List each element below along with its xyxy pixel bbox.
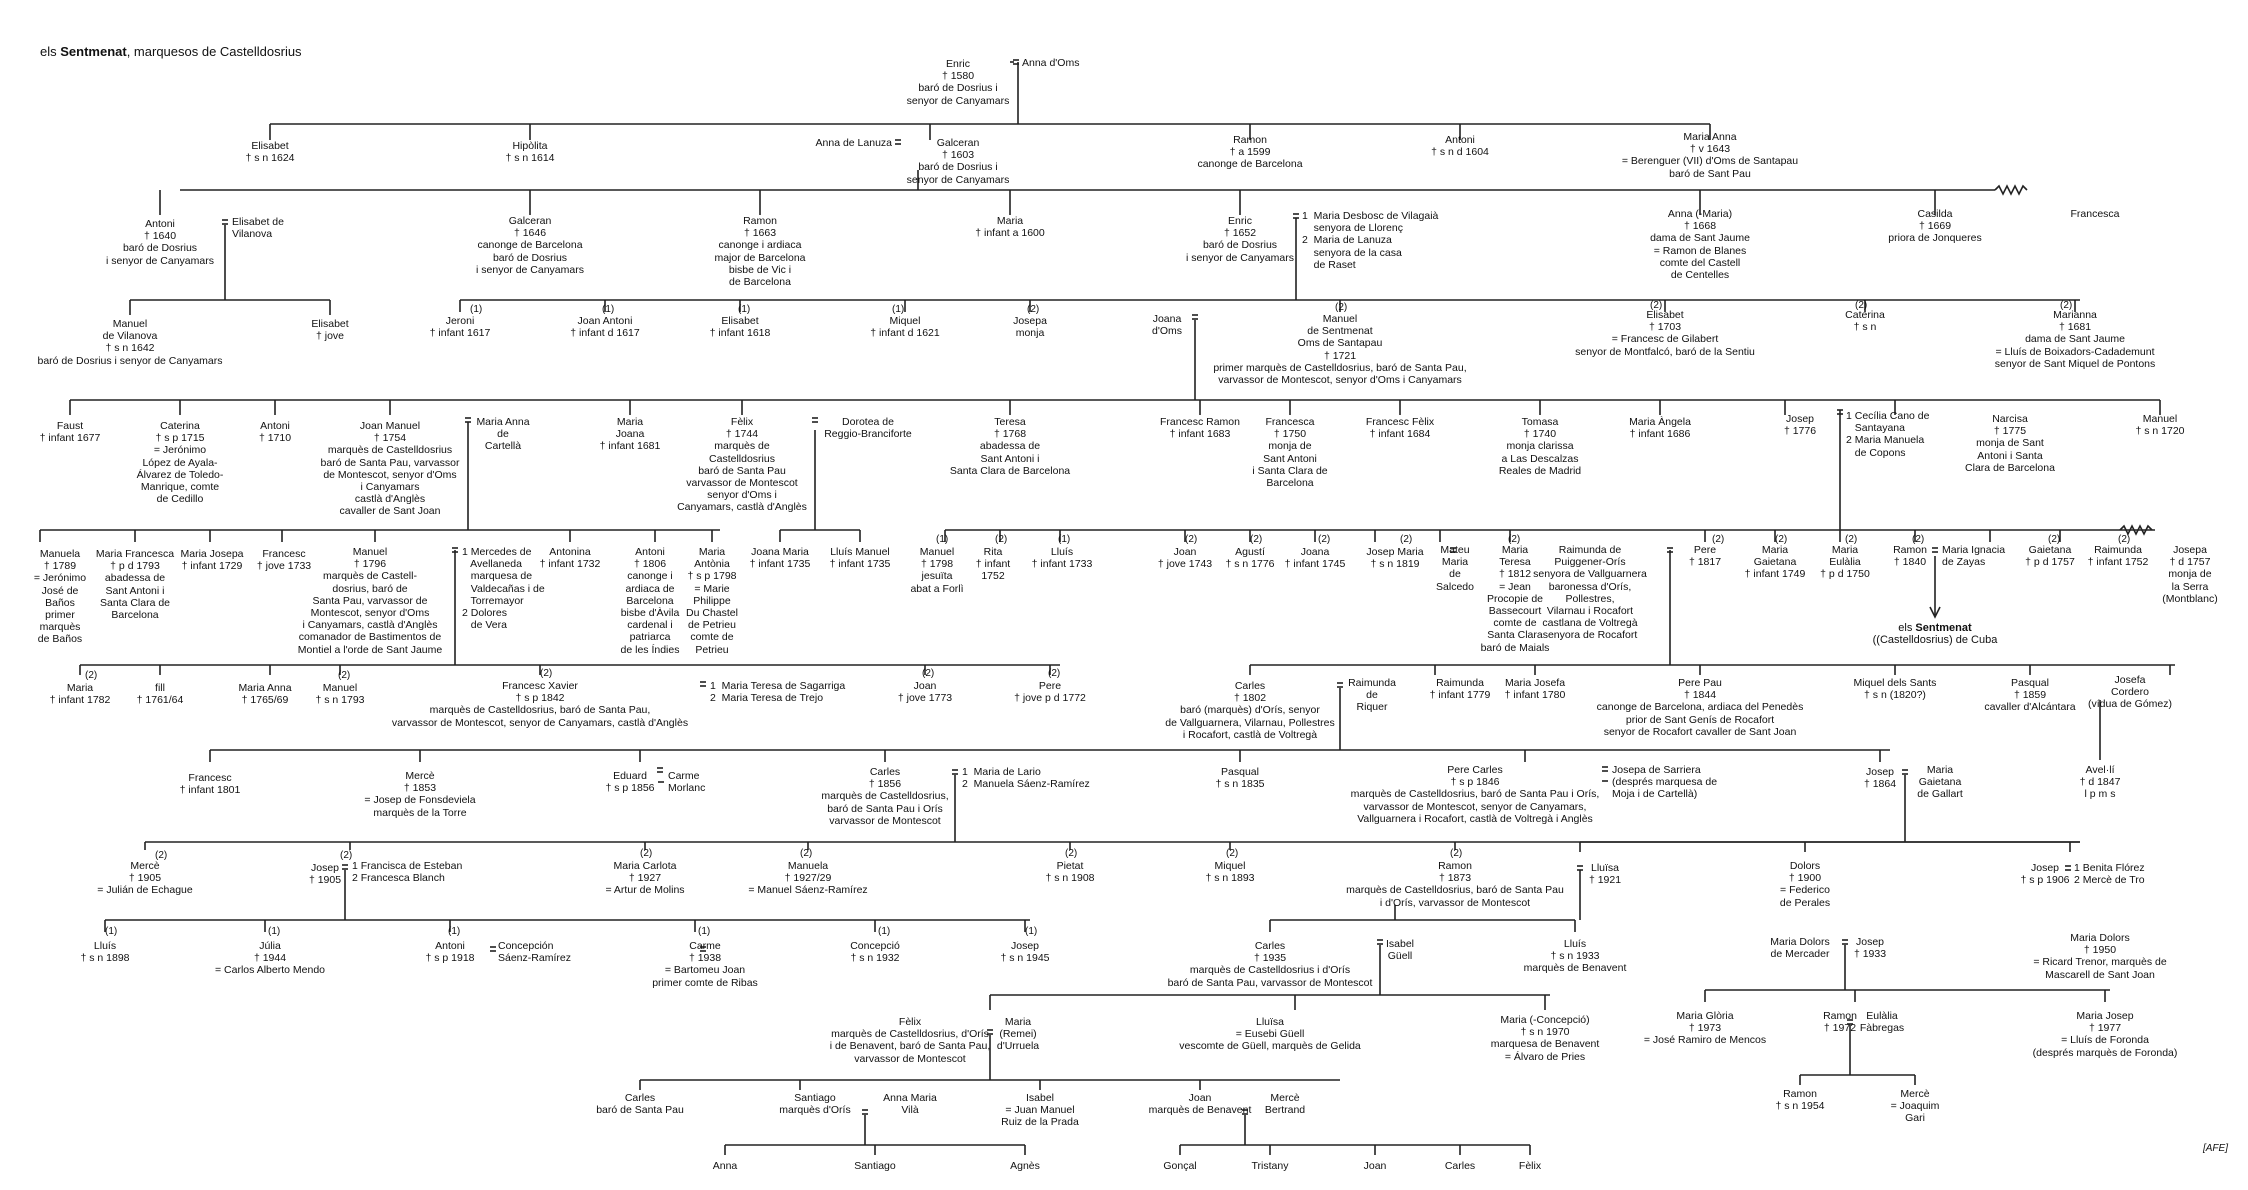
person-josep-1906: Josep † s p 1906	[2020, 862, 2070, 887]
person-antoni-1640: Antoni † 1640 baró de Dosrius i senyor de Canyamars	[106, 218, 214, 267]
person-teresa-1768: Teresa † 1768 abadessa de Sant Antoni i Santa Clara de Barcelona	[949, 416, 1071, 477]
person-francesc-1801: Francesc † infant 1801	[179, 772, 241, 797]
marriage-number: (1)	[878, 926, 891, 937]
person-goncal: Gonçal	[1163, 1160, 1197, 1172]
marriage-number: (2)	[1335, 302, 1348, 313]
marriage-number: (1)	[602, 304, 615, 315]
spouse-maria-dolors-mercader: Maria Dolors de Mercader	[1770, 936, 1830, 961]
person-miquel-1621: Miquel † infant d 1621	[870, 315, 940, 340]
person-josepa-1757: Josepa † d 1757 monja de la Serra (Montblanc)	[2162, 544, 2218, 605]
person-maria-josefa-1780: Maria Josefa † infant 1780	[1504, 677, 1566, 702]
marriage-number: (1)	[105, 926, 118, 937]
person-tristany: Tristany	[1251, 1160, 1289, 1172]
person-lluis-1933: Lluís † s n 1933 marquès de Benavent	[1523, 938, 1627, 975]
person-ramon-1663: Ramon † 1663 canonge i ardiaca major de Barcelona bisbe de Vic i de Barcelona	[714, 215, 806, 289]
person-eduard-1856: Eduard † s p 1856	[605, 770, 655, 795]
person-maria-teresa-1812: Maria Teresa † 1812 = Jean Procopie de Bassecourt comte de Santa Clara baró de Maials	[1480, 544, 1550, 654]
person-joan-antoni: Joan Antoni † infant d 1617	[570, 315, 640, 340]
person-lluisa-1921: Lluïsa † 1921	[1588, 862, 1622, 887]
person-felix: Fèlix	[1518, 1160, 1542, 1172]
spouse-mateu-maria-salcedo: Mateu Maria de Salcedo	[1436, 544, 1474, 593]
person-caterina-sn: Caterina † s n	[1845, 309, 1885, 334]
marriage-number: (1)	[698, 926, 711, 937]
person-lluis-manuel: Lluís Manuel † infant 1735	[829, 546, 891, 571]
spouse-anna-lanuza: Anna de Lanuza	[815, 137, 892, 149]
person-agusti: Agustí † s n 1776	[1225, 546, 1275, 571]
spouses-carles-1856: 1 Maria de Lario 2 Manuela Sáenz-Ramírez	[962, 766, 1090, 791]
person-felix-1744: Fèlix † 1744 marquès de Castelldosrius baró de Santa Pau varvassor de Montescot senyor d'Oms i Canyamars, castlà d'Anglès	[677, 416, 807, 514]
person-francesca-1750: Francesca † 1750 monja de Sant Antoni i Santa Clara de Barcelona	[1252, 416, 1328, 490]
spouses-enric-1652: 1 Maria Desbosc de Vilagaià senyora de Llorenç 2 Maria de Lanuza senyora de la casa de Raset	[1302, 210, 1439, 271]
person-josep-maria-1819: Josep Maria † s n 1819	[1366, 546, 1424, 571]
person-avelli: Avel·lí † d 1847 l p m s	[2079, 764, 2121, 801]
marriage-number: (2)	[155, 850, 168, 861]
person-josep-1933: Josep † 1933	[1853, 936, 1887, 961]
spouse-maria-gaietana-gallart: Maria Gaietana de Gallart	[1917, 764, 1963, 801]
person-francesc-1733: Francesc † jove 1733	[256, 548, 312, 573]
person-manuel-1793: Manuel † s n 1793	[315, 682, 365, 707]
marriage-number: (2)	[800, 848, 813, 859]
person-tomasa: Tomasa † 1740 monja clarissa a Las Descalzas Reales de Madrid	[1498, 416, 1582, 477]
person-joan-manuel-1754: Joan Manuel † 1754 marquès de Castelldosrius baró de Santa Pau, varvassor de Montescot, senyor d'Oms i Canyamars castlà d'Anglès cavaller de Sant Joan	[320, 420, 460, 518]
person-anna: Anna	[712, 1160, 738, 1172]
person-pasqual-1835: Pasqual † s n 1835	[1215, 766, 1265, 791]
person-raimunda-1779: Raimunda † infant 1779	[1429, 677, 1491, 702]
person-pasqual-1859: Pasqual † 1859 cavaller d'Alcántara	[1984, 677, 2076, 714]
person-faust: Faust † infant 1677	[39, 420, 101, 445]
marriage-number: (2)	[2048, 534, 2061, 545]
marriage-number: (2)	[2060, 300, 2073, 311]
person-maria-josep-1977: Maria Josep † 1977 = Lluís de Foronda (després marquès de Foronda)	[2032, 1010, 2178, 1059]
person-manuel-sentmenat-1721: Manuel de Sentmenat Oms de Santapau † 1721 primer marquès de Castelldosrius, baró de Santa Pau, varvassor de Montescot, senyor d'Oms i Canyamars	[1213, 313, 1467, 387]
person-maria-antonia: Maria Antònia † s p 1798 = Marie Philippe Du Chastel de Petrieu comte de Petrieu	[686, 546, 738, 656]
person-isabel-ruiz: Isabel = Juan Manuel Ruiz de la Prada	[1001, 1092, 1079, 1129]
spouses-francesc-xavier: 1 Maria Teresa de Sagarriga 2 Maria Teresa de Trejo	[710, 680, 846, 705]
marriage-number: (2)	[85, 670, 98, 681]
spouse-maria-ignacia-zayas: Maria Ignacia de Zayas	[1942, 544, 2006, 569]
person-elisabet-jove: Elisabet † jove	[311, 318, 349, 343]
person-casilda: Casilda † 1669 priora de Jonqueres	[1888, 208, 1982, 245]
person-lluis-1733: Lluís † infant 1733	[1031, 546, 1093, 571]
marriage-number: (2)	[1508, 534, 1521, 545]
person-maria-francesca: Maria Francesca † p d 1793 abadessa de Sant Antoni i Santa Clara de Barcelona	[95, 548, 175, 622]
person-francesc-ramon: Francesc Ramon † infant 1683	[1160, 416, 1240, 441]
marriage-number: (2)	[1400, 534, 1413, 545]
marriage-number: (1)	[738, 304, 751, 315]
person-maria-dolors-1950: Maria Dolors † 1950 = Ricard Trenor, marquès de Mascarell de Sant Joan	[2033, 932, 2167, 981]
person-josep-1905: Josep † 1905	[308, 862, 342, 887]
marriage-number: (1)	[936, 534, 949, 545]
person-miquel-1893: Miquel † s n 1893	[1205, 860, 1255, 885]
person-carles-1802: Carles † 1802 baró (marquès) d'Orís, senyor de Vallguarnera, Vilarnau, Pollestres i Rocafort, castlà de Voltregà	[1165, 680, 1335, 741]
person-josep-1864: Josep † 1864	[1863, 766, 1897, 791]
person-julia-1944: Júlia † 1944 = Carlos Alberto Mendo	[214, 940, 326, 977]
person-joana-maria-1735: Joana Maria † infant 1735	[749, 546, 811, 571]
person-antonina: Antonina † infant 1732	[539, 546, 601, 571]
person-francesca: Francesca	[2070, 208, 2120, 220]
person-manuel-1798: Manuel † 1798 jesuïta abat a Forlì	[910, 546, 964, 595]
marriage-number: (2)	[1065, 848, 1078, 859]
spouse-concepcion-saenz: Concepción Sáenz-Ramírez	[498, 940, 571, 965]
person-miquel-sants: Miquel dels Sants † s n (1820?)	[1853, 677, 1937, 702]
person-gaietana: Gaietana † p d 1757	[2025, 544, 2075, 569]
person-raimunda-1752: Raimunda † infant 1752	[2087, 544, 2149, 569]
person-lluisa-guell: Lluïsa = Eusebi Güell vescomte de Güell, marquès de Gelida	[1179, 1016, 1361, 1053]
marriage-number: (2)	[640, 848, 653, 859]
spouse-raimunda-puiggener: Raimunda de Puiggener-Orís senyora de Vallguarnera baronessa d'Orís, Pollestres, Vilarnau i Rocafort castlana de Voltregà senyora de Rocafort	[1533, 544, 1647, 642]
marriage-number: (1)	[1025, 926, 1038, 937]
person-pietat: Pietat † s n 1908	[1045, 860, 1095, 885]
person-pere-pau-1844: Pere Pau † 1844 canonge de Barcelona, ardiaca del Penedès prior de Sant Genís de Rocafort senyor de Rocafort cavaller de Sant Joan	[1596, 677, 1804, 738]
person-elisabet-1618: Elisabet † infant 1618	[709, 315, 771, 340]
person-manuel-1642: Manuel de Vilanova † s n 1642 baró de Dosrius i senyor de Canyamars	[37, 318, 223, 367]
spouse-merce-bertrand: Mercè Bertrand	[1264, 1092, 1306, 1117]
person-pere-carles-1846: Pere Carles † s p 1846 marquès de Castelldosrius, baró de Santa Pau i Orís, varvassor de Montescot, senyor de Canyamars, Vallguarnera i Rocafort, castlà de Voltregà i Anglès	[1350, 764, 1600, 825]
spouse-josepa-sarriera: Josepa de Sarriera (després marquesa de Moja i de Cartellà)	[1612, 764, 1718, 801]
marriage-number: (1)	[892, 304, 905, 315]
person-francesc-xavier: Francesc Xavier † s p 1842 marquès de Castelldosrius, baró de Santa Pau, varvassor de Montescot, senyor de Canyamars, castlà d'Anglès	[391, 680, 689, 729]
marriage-number: (2)	[995, 534, 1008, 545]
person-manuela-1789: Manuela † 1789 = Jerónimo José de Baños primer marquès de Baños	[33, 548, 87, 646]
person-maria-anna-1765: Maria Anna † 1765/69	[238, 682, 292, 707]
person-maria-1782: Maria † infant 1782	[49, 682, 111, 707]
person-concepcio-1932: Concepció † s n 1932	[850, 940, 900, 965]
person-josepa-monja: Josepa monja	[1013, 315, 1047, 340]
person-antoni-1806: Antoni † 1806 canonge i ardiaca de Barcelona bisbe d'Àvila cardenal i patriarca de les Índies	[620, 546, 680, 656]
person-galceran-1603: Galceran † 1603 baró de Dosrius i senyor de Canyamars	[906, 137, 1010, 186]
person-santiago: Santiago	[854, 1160, 896, 1172]
person-maria-1600: Maria † infant a 1600	[975, 215, 1045, 240]
marriage-number: (2)	[340, 850, 353, 861]
person-hipolita: Hipòlita † s n 1614	[505, 140, 555, 165]
person-maria-angela: Maria Àngela † infant 1686	[1629, 416, 1691, 441]
person-maria-gloria-1973: Maria Glòria † 1973 = José Ramiro de Mencos	[1643, 1010, 1767, 1047]
person-carles-baro: Carles baró de Santa Pau	[596, 1092, 684, 1117]
person-jeroni: Jeroni † infant 1617	[429, 315, 491, 340]
person-merce-gari: Mercè = Joaquim Gari	[1890, 1088, 1940, 1125]
marriage-number: (1)	[470, 304, 483, 315]
person-carme-1938: Carme † 1938 = Bartomeu Joan primer comte de Ribas	[652, 940, 758, 989]
person-felix-marques: Fèlix marquès de Castelldosrius, d'Orís i de Benavent, baró de Santa Pau, varvassor de Montescot	[829, 1016, 991, 1065]
person-ramon-1954: Ramon † s n 1954	[1775, 1088, 1825, 1113]
person-anna-maria-1668: Anna (-Maria) † 1668 dama de Sant Jaume = Ramon de Blanes comte del Castell de Centelles	[1650, 208, 1750, 282]
spouse-raimunda-riquer: Raimunda de Riquer	[1348, 677, 1396, 714]
marriage-number: (2)	[1912, 534, 1925, 545]
marriage-number: (2)	[1048, 668, 1061, 679]
person-merce-1853: Mercè † 1853 = Josep de Fonsdeviela marquès de la Torre	[364, 770, 476, 819]
marriage-number: (2)	[1250, 534, 1263, 545]
person-enric-1652: Enric † 1652 baró de Dosrius i senyor de Canyamars	[1186, 215, 1294, 264]
person-agnes: Agnès	[1010, 1160, 1040, 1172]
person-carles-1856: Carles † 1856 marquès de Castelldosrius, baró de Santa Pau i Orís varvassor de Montescot	[821, 766, 949, 827]
person-rita: Rita † infant 1752	[975, 546, 1011, 583]
spouse-isabel-guell: Isabel Güell	[1385, 938, 1415, 963]
person-joan: Joan	[1363, 1160, 1387, 1172]
person-maria-carlota: Maria Carlota † 1927 = Artur de Molins	[605, 860, 685, 897]
person-narcisa: Narcisa † 1775 monja de Sant Antoni i Santa Clara de Barcelona	[1965, 413, 2055, 474]
person-ramon-1873: Ramon † 1873 marquès de Castelldosrius, baró de Santa Pau i d'Orís, varvassor de Montescot	[1346, 860, 1564, 909]
person-josep-1945: Josep † s n 1945	[1000, 940, 1050, 965]
credit-mark: [AFE]	[2202, 1143, 2228, 1154]
spouses-manuel-1796: 1 Mercedes de Avellaneda marquesa de Valdecañas i de Torremayor 2 Dolores de Vera	[462, 546, 545, 632]
person-santiago-oris: Santiago marquès d'Orís	[779, 1092, 851, 1117]
marriage-number: (2)	[922, 668, 935, 679]
person-joan-benavent: Joan marquès de Benavent	[1148, 1092, 1252, 1117]
marriage-number: (1)	[268, 926, 281, 937]
spouse-maria-anna-cartella: Maria Anna de Cartellà	[476, 416, 530, 453]
person-carles-1935: Carles † 1935 marquès de Castelldosrius i d'Orís baró de Santa Pau, varvassor de Montescot	[1167, 940, 1373, 989]
person-antoni-1710: Antoni † 1710	[258, 420, 292, 445]
person-maria-gaietana-1749: Maria Gaietana † infant 1749	[1744, 544, 1806, 581]
person-josep-1776: Josep † 1776	[1783, 413, 1817, 438]
person-galceran-1646: Galceran † 1646 canonge de Barcelona baró de Dosrius i senyor de Canyamars	[476, 215, 584, 276]
person-joan-1743: Joan † jove 1743	[1157, 546, 1213, 571]
person-pere-1817: Pere † 1817	[1688, 544, 1722, 569]
person-maria-eulalia: Maria Eulàlia † p d 1750	[1820, 544, 1870, 581]
person-marianna-1681: Marianna † 1681 dama de Sant Jaume = Lluís de Boixadors-Cadademunt senyor de Sant Miquel de Pontons	[1994, 309, 2156, 370]
person-antoni-1918: Antoni † s p 1918	[425, 940, 475, 965]
spouse-josefa-cordero: Josefa Cordero (vídua de Gómez)	[2087, 674, 2173, 711]
spouse-anna-maria-vila: Anna Maria Vilà	[883, 1092, 937, 1117]
spouses-josep-1906: 1 Benita Flórez 2 Mercè de Tro	[2074, 862, 2145, 887]
person-ramon-1972: Ramon † 1972	[1823, 1010, 1857, 1035]
spouse-eulalia-fabregas: Eulàlia Fàbregas	[1859, 1010, 1905, 1035]
person-manuel-1720: Manuel † s n 1720	[2135, 413, 2185, 438]
spouses-josep-1905: 1 Francisca de Esteban 2 Francesca Blanch	[352, 860, 463, 885]
person-manuela-1927: Manuela † 1927/29 = Manuel Sáenz-Ramírez	[748, 860, 868, 897]
person-dolors-1900: Dolors † 1900 = Federico de Perales	[1779, 860, 1831, 909]
person-francesc-felix: Francesc Fèlix † infant 1684	[1365, 416, 1435, 441]
spouse-anna-oms: Anna d'Oms	[1022, 57, 1080, 69]
marriage-number: (2)	[338, 670, 351, 681]
person-pere-1772: Pere † jove p d 1772	[1014, 680, 1086, 705]
spouse-elisabet-vilanova: Elisabet de Vilanova	[232, 216, 284, 241]
person-joana-1745: Joana † infant 1745	[1284, 546, 1346, 571]
person-elisabet-1703: Elisabet † 1703 = Francesc de Gilabert senyor de Montfalcó, baró de la Sentiu	[1575, 309, 1755, 358]
marriage-number: (2)	[1027, 304, 1040, 315]
person-maria-josepa-1729: Maria Josepa † infant 1729	[180, 548, 244, 573]
marriage-number: (2)	[1775, 534, 1788, 545]
person-elisabet-1624: Elisabet † s n 1624	[245, 140, 295, 165]
spouses-josep-1776: 1 Cecília Cano de Santayana 2 Maria Manuela de Copons	[1846, 410, 1930, 459]
page-title: els Sentmenat, marquesos de Castelldosrius	[40, 44, 302, 59]
marriage-number: (2)	[1855, 300, 1868, 311]
person-maria-joana: Maria Joana † infant 1681	[599, 416, 661, 453]
spouse-carme-morlanc: Carme Morlanc	[668, 770, 706, 795]
marriage-number: (2)	[540, 668, 553, 679]
marriage-number: (2)	[1845, 534, 1858, 545]
person-antoni-1604: Antoni † s n d 1604	[1431, 134, 1489, 159]
person-ramon-1599: Ramon † a 1599 canonge de Barcelona	[1197, 134, 1303, 171]
person-maria-anna-1643: Maria Anna † v 1643 = Berenguer (VII) d'Oms de Santapau baró de Sant Pau	[1621, 131, 1799, 180]
marriage-number: (2)	[1712, 534, 1725, 545]
person-manuel-1796: Manuel † 1796 marquès de Castell- dosrius, baró de Santa Pau, varvassor de Montescot, senyor d'Oms i Canyamars, castlà d'Anglès comanador de Bastimentos de Montiel a l'orde de Sant Jaume	[297, 546, 443, 656]
person-caterina-1715: Caterina † s p 1715 = Jerónimo López de Ayala- Álvarez de Toledo- Manrique, comte de Cedillo	[136, 420, 224, 506]
marriage-number: (2)	[1185, 534, 1198, 545]
marriage-number: (1)	[448, 926, 461, 937]
spouse-joana-oms: Joana d'Oms	[1151, 313, 1183, 338]
person-fill: fill † 1761/64	[136, 682, 184, 707]
person-joan-1773: Joan † jove 1773	[897, 680, 953, 705]
person-merce-1905: Mercè † 1905 = Julián de Echague	[97, 860, 193, 897]
marriage-number: (2)	[1318, 534, 1331, 545]
person-ramon-1840: Ramon † 1840	[1893, 544, 1927, 569]
person-lluis-1898: Lluís † s n 1898	[80, 940, 130, 965]
person-enric-1580: Enric † 1580 baró de Dosrius i senyor de Canyamars	[906, 58, 1010, 107]
person-carles: Carles	[1444, 1160, 1476, 1172]
marriage-number: (2)	[1450, 848, 1463, 859]
spouse-maria-remei-urruela: Maria (Remei) d'Urruela	[996, 1016, 1040, 1053]
marriage-number: (2)	[1226, 848, 1239, 859]
marriage-number: (2)	[2118, 534, 2131, 545]
marriage-number: (2)	[1650, 300, 1663, 311]
spouse-dorotea: Dorotea de Reggio-Branciforte	[824, 416, 912, 441]
marriage-number: (1)	[1058, 534, 1071, 545]
cuba-branch-note: els Sentmenat ((Castelldosrius) de Cuba	[1872, 622, 1998, 646]
person-maria-concepcio-1970: Maria (-Concepció) † s n 1970 marquesa de Benavent = Álvaro de Pries	[1490, 1014, 1600, 1063]
